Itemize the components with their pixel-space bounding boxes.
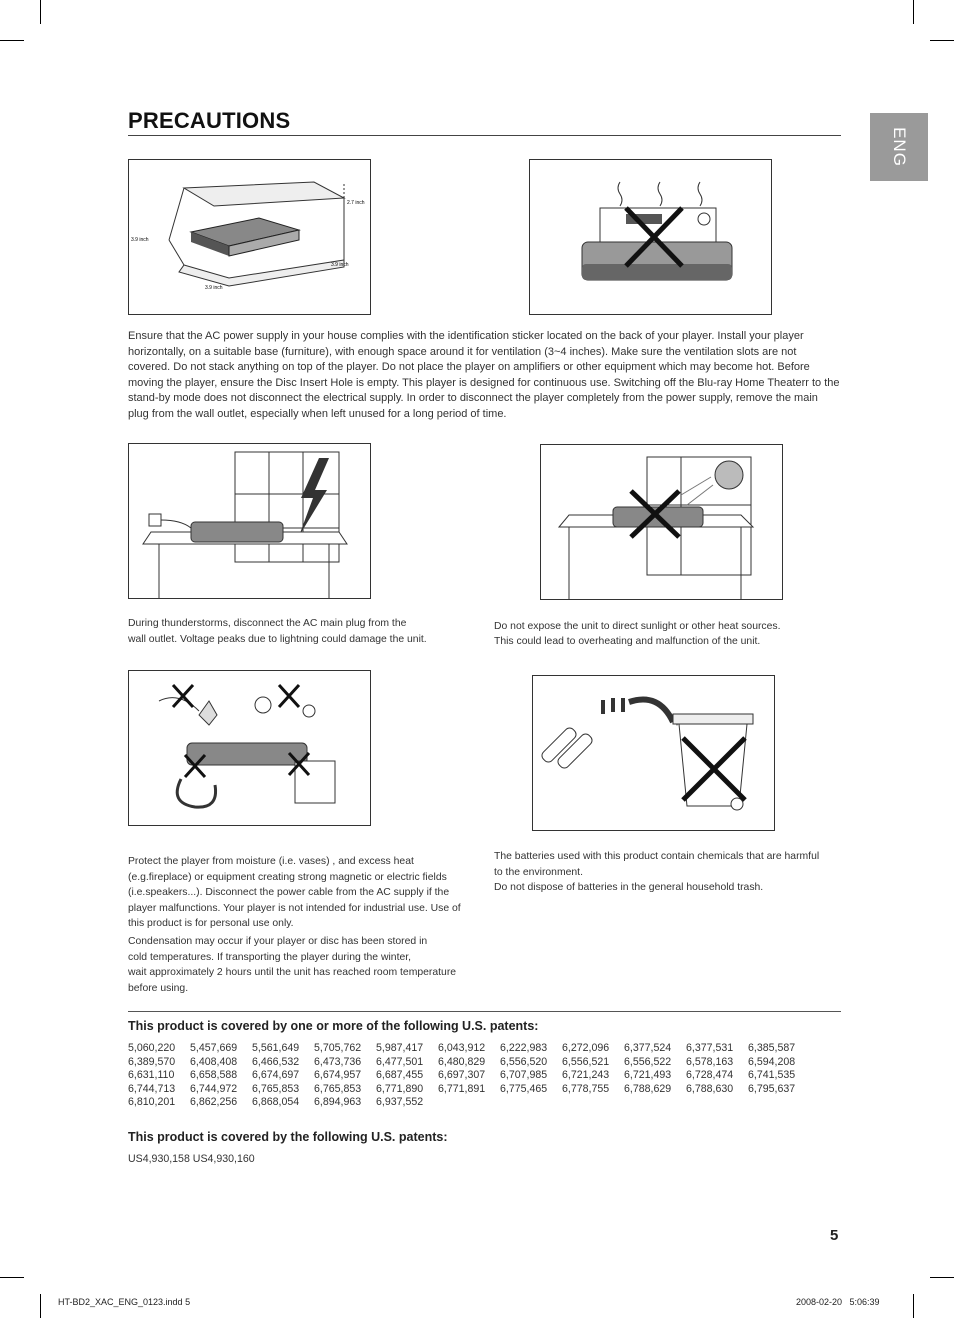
page-title: PRECAUTIONS bbox=[128, 108, 291, 133]
patent-list bbox=[128, 1042, 810, 1110]
patent-number: 6,658,588 bbox=[190, 1069, 238, 1082]
ventilation-illustration bbox=[128, 159, 371, 315]
patent-number: 6,674,697 bbox=[252, 1069, 300, 1082]
condensation-line1: Condensation may occur if your player or disc has been stored in bbox=[128, 936, 428, 947]
moisture-paragraph: Protect the player from moisture (i.e. vases) , and excess heat (e.g.fireplace) or equipment creating strong magnetic or electric fields (i.e.speakers...). Disconnect the power cable from the AC supply if the player malfunctions. Your player is not intended for industrial use. Use of this product is for personal use only. bbox=[128, 856, 461, 929]
condensation-line4: before using. bbox=[128, 983, 189, 994]
patent-number: 6,788,630 bbox=[686, 1082, 734, 1095]
patent-number: 6,687,455 bbox=[376, 1069, 424, 1082]
patent-list-2: US4,930,158 US4,930,160 bbox=[128, 1153, 255, 1165]
moisture-drawing bbox=[129, 671, 370, 825]
patent-number: 6,480,829 bbox=[438, 1055, 486, 1068]
title-divider bbox=[128, 135, 841, 136]
ventilation-drawing bbox=[129, 160, 370, 314]
patents-heading-2: This product is covered by the following U.S. patents: bbox=[128, 1130, 448, 1144]
sunlight-caption-line2: This could lead to overheating and malfunction of the unit. bbox=[494, 636, 761, 647]
patent-number: 6,937,552 bbox=[376, 1096, 424, 1109]
thunderstorm-drawing bbox=[129, 444, 370, 598]
language-tab bbox=[870, 113, 928, 181]
patent-number: 6,728,474 bbox=[686, 1069, 734, 1082]
amplifier-heat-illustration bbox=[529, 159, 772, 315]
patent-number: 6,788,629 bbox=[624, 1082, 672, 1095]
amplifier-drawing bbox=[530, 160, 771, 314]
patent-number: 6,765,853 bbox=[252, 1082, 300, 1095]
patent-number: 6,697,307 bbox=[438, 1069, 486, 1082]
condensation-line3: wait approximately 2 hours until the unit has reached room temperature bbox=[128, 967, 457, 978]
patent-number: 6,721,243 bbox=[562, 1069, 610, 1082]
patent-number: 6,408,408 bbox=[190, 1055, 238, 1068]
patent-number: 6,385,587 bbox=[748, 1042, 796, 1054]
crop-mark bbox=[40, 1294, 41, 1318]
crop-mark bbox=[913, 1294, 914, 1318]
batteries-line3: Do not dispose of batteries in the general household trash. bbox=[494, 882, 764, 893]
patent-number: 6,771,891 bbox=[438, 1082, 486, 1095]
ventilation-label-bottom: 3.9 inch bbox=[205, 285, 223, 291]
patent-number: 6,043,912 bbox=[438, 1042, 486, 1054]
patent-number: 6,894,963 bbox=[314, 1096, 362, 1109]
patent-number: 6,556,522 bbox=[624, 1055, 672, 1068]
patent-number: 6,744,713 bbox=[128, 1082, 176, 1095]
patent-number: 6,810,201 bbox=[128, 1096, 176, 1109]
crop-mark bbox=[930, 40, 954, 41]
patent-number: 6,473,736 bbox=[314, 1055, 362, 1068]
crop-mark bbox=[40, 0, 41, 24]
ventilation-label-left: 3.9 inch bbox=[131, 237, 149, 243]
sunlight-caption-line1: Do not expose the unit to direct sunlight or other heat sources. bbox=[494, 621, 781, 632]
patent-number: 6,389,570 bbox=[128, 1055, 176, 1068]
patent-number: 6,771,890 bbox=[376, 1082, 424, 1095]
battery-disposal-illustration bbox=[532, 675, 775, 831]
ventilation-label-top: 2.7 inch bbox=[347, 200, 365, 206]
crop-mark bbox=[0, 40, 24, 41]
patent-number: 6,744,972 bbox=[190, 1082, 238, 1095]
patent-number: 5,987,417 bbox=[376, 1042, 424, 1054]
patent-number: 5,457,669 bbox=[190, 1042, 238, 1054]
patents-divider bbox=[128, 1011, 841, 1012]
patent-number: 6,868,054 bbox=[252, 1096, 300, 1109]
patent-number: 6,765,853 bbox=[314, 1082, 362, 1095]
battery-drawing bbox=[533, 676, 774, 830]
batteries-line1: The batteries used with this product contain chemicals that are harmful bbox=[494, 851, 820, 862]
thunderstorm-illustration bbox=[128, 443, 371, 599]
moisture-heat-illustration bbox=[128, 670, 371, 826]
patent-number: 5,561,649 bbox=[252, 1042, 300, 1054]
patent-number: 6,778,755 bbox=[562, 1082, 610, 1095]
sunlight-illustration bbox=[540, 444, 783, 600]
page-number: 5 bbox=[830, 1227, 839, 1244]
crop-mark bbox=[0, 1277, 24, 1278]
patent-number: 6,377,531 bbox=[686, 1042, 734, 1054]
patent-number: 6,578,163 bbox=[686, 1055, 734, 1068]
patent-number: 6,862,256 bbox=[190, 1096, 238, 1109]
condensation-line2: cold temperatures. If transporting the player during the winter, bbox=[128, 952, 412, 963]
patent-number: 6,674,957 bbox=[314, 1069, 362, 1082]
thunderstorm-caption-line1: During thunderstorms, disconnect the AC main plug from the bbox=[128, 618, 407, 629]
patent-number: 6,477,501 bbox=[376, 1055, 424, 1068]
patent-number: 6,272,096 bbox=[562, 1042, 610, 1054]
patent-number: 6,594,208 bbox=[748, 1055, 796, 1068]
ventilation-label-right: 3.9 inch bbox=[331, 262, 349, 268]
language-tab-label: ENG bbox=[890, 127, 909, 167]
patent-number: 6,556,521 bbox=[562, 1055, 610, 1068]
patent-number: 5,705,762 bbox=[314, 1042, 362, 1054]
patent-number: 6,222,983 bbox=[500, 1042, 548, 1054]
patent-number: 6,631,110 bbox=[128, 1069, 175, 1082]
patent-number: 6,795,637 bbox=[748, 1082, 796, 1095]
sunlight-drawing bbox=[541, 445, 782, 599]
patent-number: 6,556,520 bbox=[500, 1055, 548, 1068]
patent-number: 5,060,220 bbox=[128, 1042, 176, 1054]
footer-filename: HT-BD2_XAC_ENG_0123.indd 5 bbox=[58, 1297, 191, 1307]
patent-number: 6,707,985 bbox=[500, 1069, 548, 1082]
footer-timestamp: 2008-02-20 5:06:39 bbox=[796, 1297, 880, 1307]
patents-heading: This product is covered by one or more of the following U.S. patents: bbox=[128, 1019, 539, 1033]
patent-number: 6,775,465 bbox=[500, 1082, 548, 1095]
patent-number: 6,377,524 bbox=[624, 1042, 672, 1054]
crop-mark bbox=[930, 1277, 954, 1278]
power-supply-paragraph: Ensure that the AC power supply in your house complies with the identification sticker located on the back of your player. Install your player horizontally, on a suitable base (furniture), with enough space around it for ventilation (3~4 inches). Make sure the ventilation slots are not covered. Do not stack anything on top of the player. Do not place the player on amplifiers or other equipment which may become hot. Before moving the player, ensure the Disc Insert Hole is empty. This player is designed for continuous use. Switching off the Blu-ray Home Theaterr to the stand-by mode does not disconnect the electrical supply. In order to disconnect the player completely from the power supply, remove the main plug from the wall outlet, especially when left unused for a long period of time. bbox=[128, 330, 840, 420]
thunderstorm-caption-line2: wall outlet. Voltage peaks due to lightning could damage the unit. bbox=[128, 634, 427, 645]
batteries-line2: to the environment. bbox=[494, 867, 583, 878]
patent-number: 6,466,532 bbox=[252, 1055, 300, 1068]
patent-number: 6,721,493 bbox=[624, 1069, 672, 1082]
patent-number: 6,741,535 bbox=[748, 1069, 796, 1082]
crop-mark bbox=[913, 0, 914, 24]
